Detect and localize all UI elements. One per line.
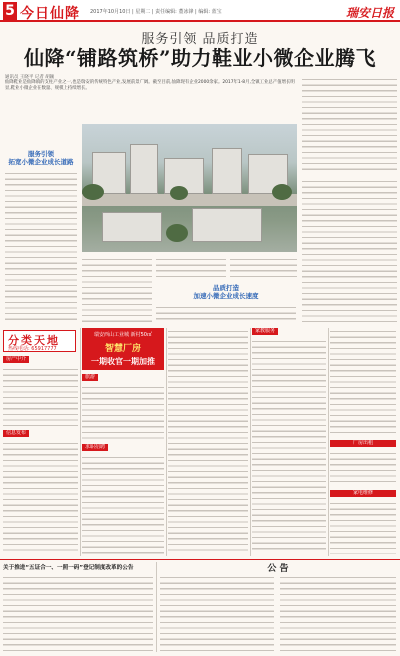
category-tag: 厂房出租: [330, 440, 396, 447]
newspaper-logo: 瑞安日报: [345, 6, 394, 20]
notice-body: [3, 574, 153, 652]
column-divider: [80, 328, 81, 556]
classified-listings: [330, 450, 396, 486]
classified-listings: [252, 338, 326, 554]
ad-line: 智慧厂房: [104, 344, 141, 354]
ad-line: 一期收官一期加推: [91, 357, 155, 366]
section-title: 今日仙降: [20, 6, 80, 22]
page-number: 5: [3, 2, 17, 20]
category-tag: 旅游: [82, 374, 98, 381]
section-subhead: 服务引领 拓宽小微企业成长道路: [8, 150, 74, 166]
issue-meta: 2017年10月10日 | 星期二 | 责任编辑: 董冰锋 | 编辑: 蓝宝: [90, 9, 222, 15]
column-divider: [250, 328, 251, 556]
announcement-title: 公 告: [267, 564, 289, 574]
text-column: [302, 178, 397, 324]
text-column: [82, 256, 152, 324]
classifieds-banner: [3, 330, 76, 352]
text-column: [156, 256, 226, 280]
section-subhead: 品质打造 加速小微企业成长速度: [193, 284, 259, 300]
article-byline: 通讯员 王晓平 记者 胡颖: [5, 75, 55, 80]
category-tag: 家电维修: [330, 490, 396, 497]
classifieds-hotline: 热线电话: 65917777: [8, 346, 57, 352]
article-headline: 仙降“铺路筑桥”助力鞋业小微企业腾飞: [23, 46, 376, 70]
article-lead: 仙降鞋业是仙降镇的支柱产业之一,也是瑞安的传统特色产业,发展前景广阔。截至目前,仙降现有企业2000余家。2017年1-8月,全镇工业总产值增长明显,鞋业小微企业在数量、规模上持续增长。: [5, 80, 295, 92]
property-advertisement: [82, 328, 164, 370]
ad-line: 瑞安西山工业城 新村50㎡: [94, 332, 152, 338]
category-tag: 求职招聘: [82, 444, 108, 451]
masthead: [0, 0, 400, 22]
column-divider: [166, 328, 167, 556]
announcement-body: [160, 574, 274, 652]
category-tag: 家教服务: [252, 328, 278, 335]
section-rule: [0, 559, 400, 560]
announcement-body: [280, 574, 396, 652]
classified-listings: [168, 328, 248, 554]
category-tag: 房产中介: [3, 356, 29, 363]
text-column: [5, 170, 77, 320]
classified-listings: [3, 366, 78, 426]
column-divider: [328, 328, 329, 556]
classified-listings: [82, 384, 164, 440]
text-column: [156, 304, 296, 324]
text-column: [230, 256, 297, 280]
classified-listings: [330, 328, 396, 436]
classified-listings: [3, 440, 78, 552]
article-kicker: 服务引领 品质打造: [141, 32, 259, 47]
text-column: [302, 76, 397, 174]
notice-headline: 关于推进“五证合一、一照一码”登记制度改革的公告: [3, 565, 134, 571]
classifieds-title: 分类天地: [8, 334, 60, 347]
category-tag: 信息发布: [3, 430, 29, 437]
article-photo: [82, 124, 297, 252]
classified-listings: [82, 454, 164, 554]
classified-listings: [330, 500, 396, 554]
column-divider: [156, 562, 157, 652]
